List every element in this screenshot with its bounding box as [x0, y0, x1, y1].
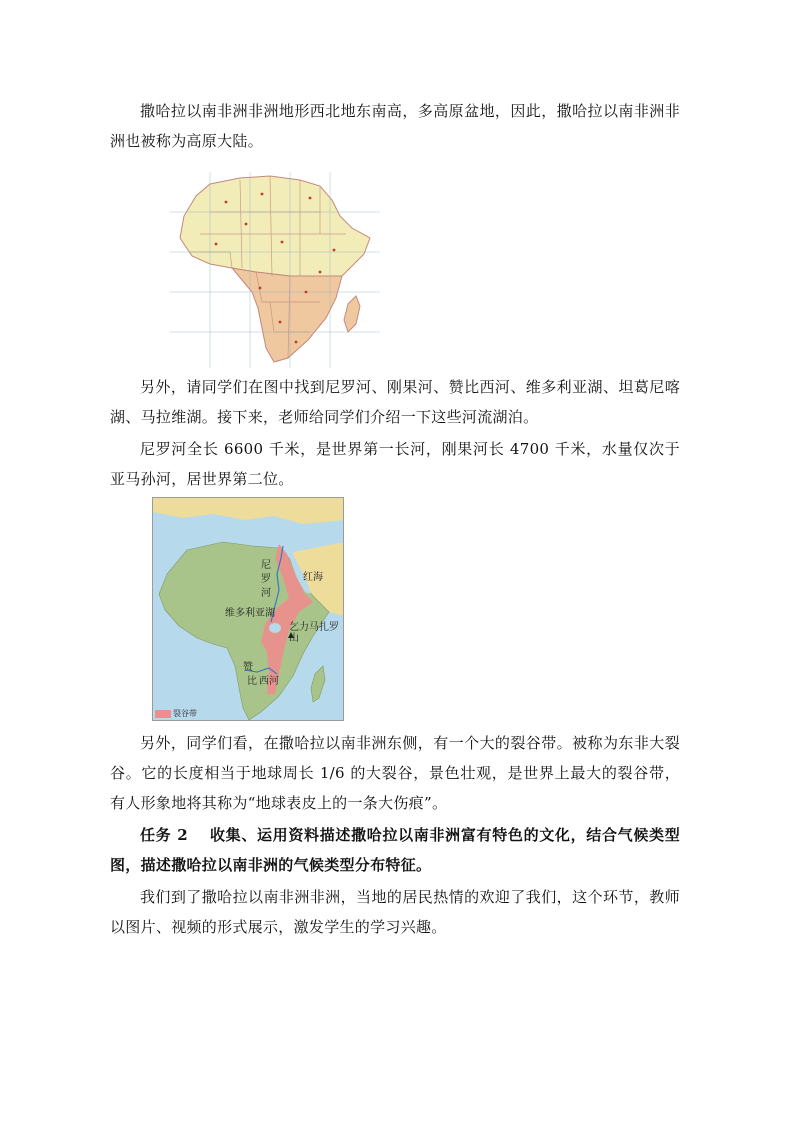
label-red-sea: 红海 — [303, 572, 323, 583]
task-2-heading: 任务 2 收集、运用资料描述撒哈拉以南非洲富有特色的文化，结合气候类型图，描述撒哈拉以南非洲的气候类型分布特征。 — [110, 826, 680, 874]
paragraph-culture: 我们到了撒哈拉以南非洲非洲，当地的居民热情的欢迎了我们，这个环节，教师以图片、视频的形式展示，激发学生的学习兴趣。 — [110, 888, 680, 936]
legend-swatch — [155, 710, 171, 718]
madagascar-island — [344, 296, 360, 332]
paragraph-rivers: 另外，请同学们在图中找到尼罗河、刚果河、赞比西河、维多利亚湖、坦葛尼喀湖、马拉维湖。接下来，老师给同学们介绍一下这些河流湖泊。 — [110, 378, 680, 426]
label-zambezi-3: 西河 — [259, 676, 279, 687]
label-nile-3: 河 — [261, 588, 271, 599]
label-zambezi-1: 赞 — [243, 662, 253, 673]
paragraph-plateau: 撒哈拉以南非洲非洲地形西北地东南高，多高原盆地，因此，撒哈拉以南非洲非洲也被称为高原大陆。 — [110, 102, 680, 150]
label-nile-2: 罗 — [261, 574, 271, 585]
africa-political-map — [170, 172, 380, 368]
label-lake-victoria: 维多利亚湖 — [225, 608, 275, 619]
africa-north-region — [180, 176, 370, 276]
paragraph-nile-congo: 尼罗河全长 6600 千米，是世界第一长河，刚果河长 4700 千米，水量仅次于亚马孙河，居世界第二位。 — [110, 440, 680, 488]
label-kilimanjaro: 乞力马扎罗山 — [289, 622, 339, 644]
paragraph-rift-valley: 另外，同学们看，在撒哈拉以南非洲东侧，有一个大的裂谷带。被称为东非大裂谷。它的长度相当于地球周长 1/6 的大裂谷，景色壮观，是世界上最大的裂谷带，有人形象地将其称为“地球表皮上的一条大伤痕”。 — [110, 734, 680, 812]
rift-valley-map — [152, 497, 344, 721]
label-zambezi-2: 比 — [247, 676, 257, 687]
label-nile-1: 尼 — [261, 560, 271, 571]
legend-label: 裂谷带 — [173, 709, 197, 718]
africa-south-region — [232, 268, 342, 362]
lake-victoria — [269, 623, 281, 633]
